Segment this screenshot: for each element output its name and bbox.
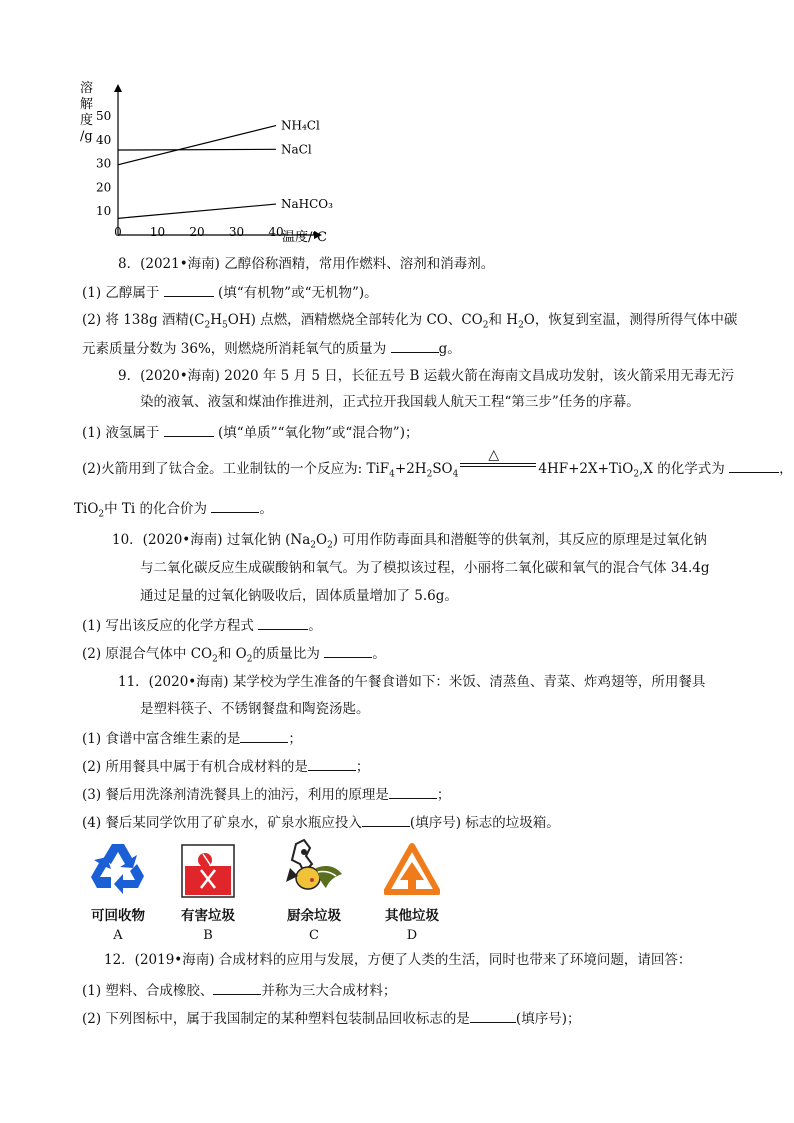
y-tick-label: 50 (96, 109, 112, 123)
waste-icons-row (78, 838, 498, 948)
q9-part2: (2)火箭用到了钛合金。工业制钛的一个反应为: $TiF_4+2H_2SO_4$ △ 4HF+2X+TiO$_2$,X 的化学式为 ， (82, 447, 793, 480)
x-tick-label: 20 (189, 225, 205, 239)
q10-line2: 与二氧化碳反应生成碳酸钠和氧气。为了模拟该过程，小丽将二氧化碳和氧气的混合气体 34.4g (140, 560, 710, 576)
y-axis-label (80, 80, 93, 144)
q8-part2-cont: 元素质量分数为 36%，则燃烧所消耗氧气的质量为 g。 (82, 338, 461, 359)
q12-head: 12．(2019•海南) 合成材料的应用与发展，方便了人类的生活，同时也带来了环境问题，请回答： (104, 952, 692, 968)
option-letter: D (406, 928, 418, 943)
x-tick-label: 10 (149, 225, 166, 239)
hazard-icon (181, 844, 235, 898)
icon-label: 其他垃圾 (385, 908, 439, 924)
solubility-chart (70, 70, 340, 250)
y-axis-arrow (114, 84, 122, 92)
icon-option-a (78, 838, 158, 943)
option-letter: C (309, 928, 319, 943)
series-label: NH₄Cl (281, 118, 320, 133)
q11-part3: (3) 餐后用洗涤剂清洗餐具上的油污，利用的原理是 ； (82, 784, 450, 805)
option-letter: A (113, 928, 123, 943)
y-axis-label-char: /g (80, 129, 93, 144)
q10-line3: 通过足量的过氧化钠吸收后，固体质量增加了 5.6g。 (140, 588, 458, 604)
answer-blank[interactable] (211, 498, 259, 513)
option-letter: B (203, 928, 213, 943)
q9-part2-cont: TiO$_2$中 Ti 的化合价为 。 (74, 498, 273, 525)
y-tick-label: 10 (96, 204, 112, 219)
answer-blank[interactable] (240, 728, 288, 743)
q11-part1: (1) 食谱中富含维生素的是 ； (82, 728, 302, 749)
series-line (118, 126, 276, 165)
answer-blank[interactable] (213, 980, 261, 995)
y-tick-label: 30 (96, 156, 112, 171)
q9-part1: (1) 液氢属于 (填“单质”“氧化物”或“混合物”)； (82, 422, 418, 443)
q11-head: 11．(2020•海南) 某学校为学生准备的午餐食谱如下：米饭、清蒸鱼、青菜、炸鸡翅等，所用餐具 (118, 674, 706, 690)
answer-blank[interactable] (164, 282, 214, 297)
q9-head: 9．(2020•海南) 2020 年 5 月 5 日，长征五号 B 运载火箭在海南文昌成功发射，该火箭采用无毒无污 (118, 368, 735, 384)
q11-part2: (2) 所用餐具中属于有机合成材料的是 ； (82, 756, 369, 777)
q11-line2: 是塑料筷子、不锈钢餐盘和陶瓷汤匙。 (140, 701, 370, 717)
q8-head: 8．(2021•海南) 乙醇俗称酒精，常用作燃料、溶剂和消毒剂。 (118, 256, 495, 272)
series-label: NaCl (281, 142, 312, 157)
icon-label: 厨余垃圾 (287, 908, 341, 924)
answer-blank[interactable] (470, 1008, 516, 1023)
y-axis-label-char: 溶 (80, 81, 94, 96)
icon-option-d (372, 838, 452, 943)
series-line (118, 149, 276, 150)
series-line (118, 204, 276, 218)
icon-label: 有害垃圾 (181, 908, 235, 924)
answer-blank[interactable] (164, 422, 214, 437)
q11-part4: (4) 餐后某同学饮用了矿泉水，矿泉水瓶应投入 (填序号) 标志的垃圾箱。 (82, 812, 560, 833)
recycle-icon (87, 840, 149, 898)
answer-blank[interactable] (391, 338, 439, 353)
q10-part1: (1) 写出该反应的化学方程式 。 (82, 615, 322, 636)
reaction-condition-arrow: △ (460, 459, 536, 473)
x-tick-label: 0 (114, 225, 122, 239)
q9-head-cont: 染的液氧、液氢和煤油作推进剂，正式拉开我国载人航天工程“第三步”任务的序幕。 (140, 394, 640, 410)
y-axis-label-char: 解 (80, 97, 94, 112)
x-tick-label: 30 (228, 225, 245, 239)
q10-part2: (2) 原混合气体中 $CO_2$和 $O_2$的质量比为 。 (82, 643, 386, 670)
x-tick-label: 40 (268, 225, 284, 239)
q8-part1: (1) 乙醇属于 (填“有机物”或“无机物”)。 (82, 282, 378, 303)
icon-option-b (168, 838, 248, 943)
q12-part2: (2) 下列图标中，属于我国制定的某种塑料包装制品回收标志的是 (填序号)； (82, 1008, 580, 1029)
q10-head: 10．(2020•海南) 过氧化钠 $(Na_2O_2)$ 可用作防毒面具和潜艇等的供氧剂，其反应的原理是过氧化钠 (112, 532, 707, 551)
q8-part2: (2) 将 138g 酒精$(C_2H_5OH)$ 点燃，酒精燃烧全部转化为 CO、$CO_2$和 $H_2O$，恢复到室温，测得所得气体中碳 (82, 312, 738, 331)
y-tick-label: 40 (96, 132, 112, 147)
answer-blank[interactable] (389, 784, 437, 799)
q12-part1: (1) 塑料、合成橡胶、 并称为三大合成材料； (82, 980, 396, 1001)
icon-option-c (274, 838, 354, 943)
other-waste-icon (384, 842, 440, 898)
answer-blank[interactable] (308, 756, 356, 771)
kitchen-waste-icon (282, 838, 346, 898)
x-axis-label: 温度/℃ (282, 230, 327, 245)
answer-blank[interactable] (324, 643, 372, 658)
series-label: NaHCO₃ (281, 197, 333, 212)
y-axis-label-char: 度 (80, 113, 94, 128)
answer-blank[interactable] (258, 615, 308, 630)
icon-label: 可回收物 (91, 908, 145, 924)
answer-blank[interactable] (729, 458, 779, 473)
answer-blank[interactable] (362, 812, 410, 827)
y-tick-label: 20 (96, 180, 112, 195)
